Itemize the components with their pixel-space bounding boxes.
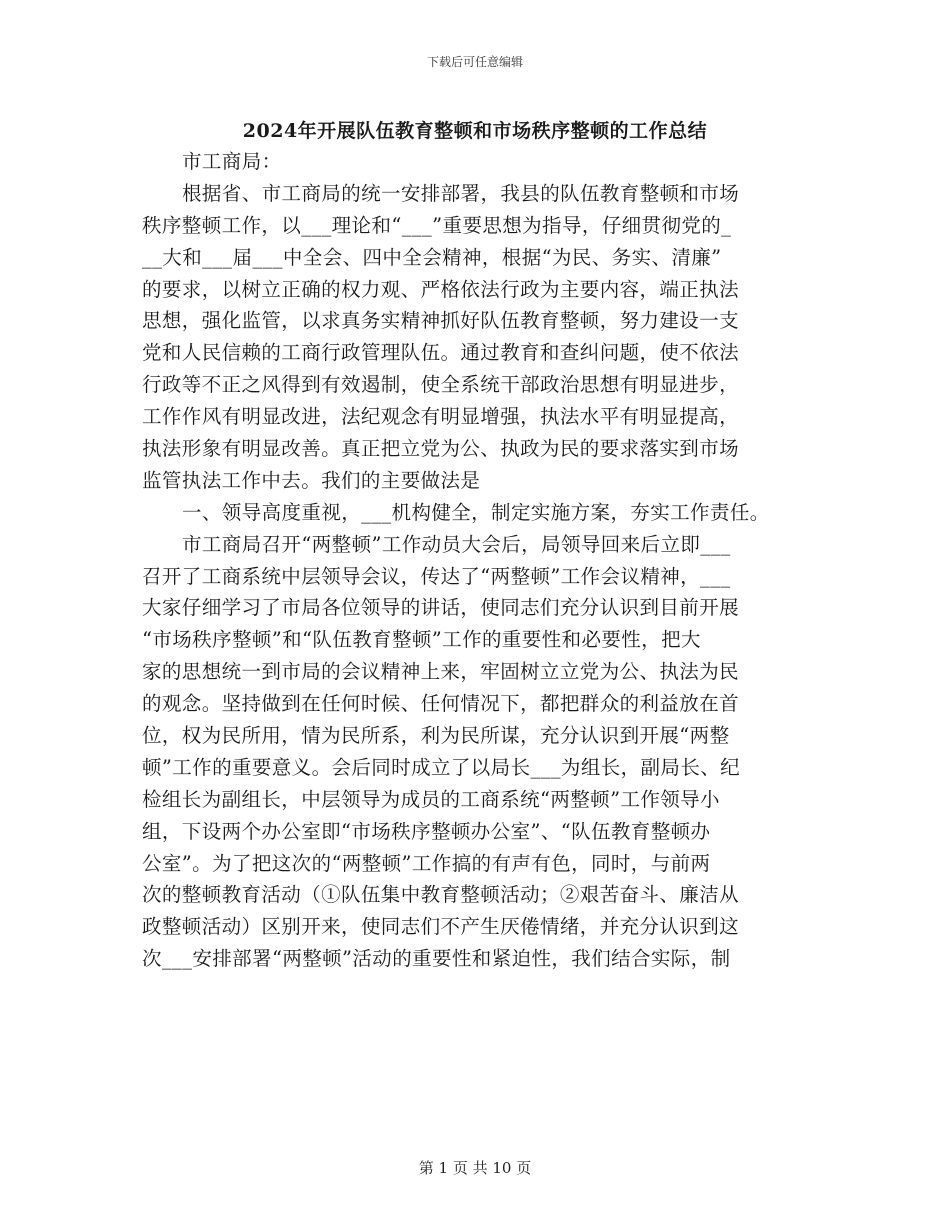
paragraph-line: 组，下设两个办公室即“市场秩序整顿办公室”、“队伍教育整顿办 (142, 819, 711, 843)
paragraph-line: 秩序整顿工作，以___理论和“___”重要思想为指导，仔细贯彻党的_ (142, 213, 732, 237)
paragraph-line: 党和人民信赖的工商行政管理队伍。通过教育和查纠问题，使不依法 (142, 341, 740, 365)
page-number: 第 1 页 共 10 页 (418, 1159, 532, 1177)
paragraph-line: 次___安排部署“两整顿”活动的重要性和紧迫性，我们结合实际，制 (142, 947, 731, 971)
document-title: 2024年开展队伍教育整顿和市场秩序整顿的工作总结 (242, 120, 708, 142)
paragraph-line: 市工商局召开“两整顿”工作动员大会后，局领导回来后立即___ (182, 532, 731, 556)
salutation-line: 市工商局： (182, 150, 282, 173)
paragraph-line: 次的整顿教育活动（①队伍集中教育整顿活动；②艰苦奋斗、廉洁从 (142, 883, 740, 907)
paragraph-line: 家的思想统一到市局的会议精神上来，牢固树立立党为公、执法为民 (142, 660, 740, 684)
page-header-note: 下载后可任意编辑 (426, 55, 523, 69)
paragraph-line: 根据省、市工商局的统一安排部署，我县的队伍教育整顿和市场 (182, 181, 740, 205)
paragraph-line: __大和___届___中全会、四中全会精神，根据“为民、务实、清廉” (142, 245, 722, 269)
paragraph-line: 的观念。坚持做到在任何时候、任何情况下，都把群众的利益放在首 (142, 692, 740, 716)
section-heading: 一、领导高度重视，___机构健全，制定实施方案，夯实工作责任。 (182, 500, 770, 524)
paragraph-line: 检组长为副组长，中层领导为成员的工商系统“两整顿”工作领导小 (142, 787, 720, 811)
paragraph-line: 位，权为民所用，情为民所系，利为民所谋，充分认识到开展“两整 (142, 724, 730, 748)
document-body (142, 146, 822, 975)
paragraph-line: 思想，强化监管，以求真务实精神抓好队伍教育整顿，努力建设一支 (142, 309, 740, 333)
paragraph-line: 工作作风有明显改进，法纪观念有明显增强，执法水平有明显提高， (142, 405, 740, 429)
paragraph-line: 政整顿活动）区别开来，使同志们不产生厌倦情绪，并充分认识到这 (142, 915, 740, 939)
paragraph-line: 召开了工商系统中层领导会议，传达了“两整顿”工作会议精神，___ (142, 564, 731, 588)
paragraph-line: 监管执法工作中去。我们的主要做法是 (142, 468, 481, 492)
paragraph-line: 行政等不正之风得到有效遏制，使全系统干部政治思想有明显进步， (142, 373, 740, 397)
paragraph-line: 公室”。为了把这次的“两整顿”工作搞的有声有色，同时，与前两 (142, 851, 711, 875)
paragraph-line: 执法形象有明显改善。真正把立党为公、执政为民的要求落实到市场 (142, 437, 740, 461)
paragraph-line: 顿”工作的重要意义。会后同时成立了以局长___为组长，副局长、纪 (142, 755, 741, 779)
paragraph-line: 的要求，以树立正确的权力观、严格依法行政为主要内容，端正执法 (142, 277, 740, 301)
paragraph-line: 大家仔细学习了市局各位领导的讲话，使同志们充分认识到目前开展 (142, 596, 740, 620)
paragraph-line: “市场秩序整顿”和“队伍教育整顿”工作的重要性和必要性，把大 (142, 628, 701, 652)
